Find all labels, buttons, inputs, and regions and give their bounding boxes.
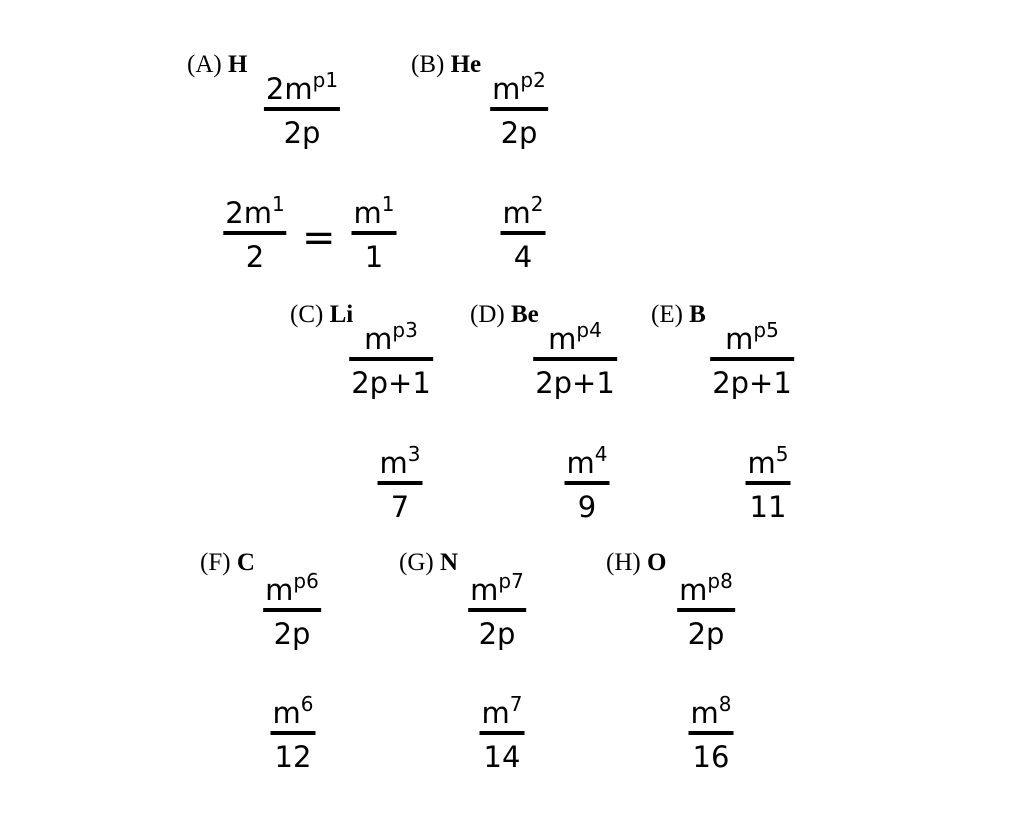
panel-f-general-fraction	[263, 569, 321, 652]
panel-b-label	[411, 52, 481, 77]
panel-h-tag: (H)	[606, 549, 641, 576]
fraction-bar	[349, 357, 433, 361]
panel-b-specific-fraction	[501, 192, 546, 275]
fraction-numerator: $m^{p2}$	[492, 68, 546, 106]
fraction-denominator: 2p	[478, 617, 516, 651]
fraction-numerator: $m^{p4}$	[548, 318, 602, 356]
panel-c-tag: (C)	[290, 301, 324, 328]
panel-c-element: Li	[329, 301, 354, 328]
fraction-denominator: 4	[513, 240, 533, 274]
panel-f-specific-fraction	[271, 692, 316, 775]
panel-e-general-fraction	[710, 318, 794, 401]
panel-g-element: N	[439, 549, 459, 576]
panel-d-element: Be	[510, 301, 539, 328]
fraction-bar	[480, 731, 525, 735]
fraction-denominator: 2p	[687, 617, 725, 651]
panel-d-specific-fraction	[565, 442, 610, 525]
fraction-bar	[533, 357, 617, 361]
panel-a-tag: (A)	[187, 51, 222, 78]
fraction-bar	[565, 481, 610, 485]
panel-h-element: O	[646, 549, 667, 576]
panel-f-label	[200, 550, 255, 575]
fraction-bar	[271, 731, 316, 735]
fraction-numerator: $m^1$	[353, 192, 395, 230]
fraction-bar	[710, 357, 794, 361]
panel-a-element: H	[227, 51, 248, 78]
fraction-denominator: 16	[692, 740, 730, 774]
fraction-bar	[501, 231, 546, 235]
fraction-numerator: $m^8$	[690, 692, 732, 730]
panel-f-tag: (F)	[200, 549, 231, 576]
fraction-numerator: $2m^{p1}$	[265, 68, 339, 106]
panel-d-general-fraction	[533, 318, 617, 401]
fraction-denominator: 2p	[283, 116, 321, 150]
fraction-numerator: $m^3$	[379, 442, 421, 480]
panel-g-specific-fraction	[480, 692, 525, 775]
panel-a-general-fraction	[264, 68, 340, 151]
fraction-bar	[746, 481, 791, 485]
panel-h-specific-fraction	[689, 692, 734, 775]
fraction-denominator: 2p+1	[351, 366, 431, 400]
fraction-numerator: $m^5$	[747, 442, 789, 480]
fraction-denominator: 11	[749, 490, 787, 524]
panel-d-label	[470, 302, 539, 327]
panel-b-element: He	[450, 51, 482, 78]
panel-e-element: B	[689, 301, 706, 328]
fraction-bar	[689, 731, 734, 735]
panel-a-simplified-fraction	[352, 192, 397, 275]
panel-e-specific-fraction	[746, 442, 791, 525]
panel-g-label	[399, 550, 458, 575]
fraction-bar	[468, 608, 526, 612]
panel-a-specific-fraction	[223, 192, 286, 275]
fraction-numerator: $m^{p3}$	[364, 318, 418, 356]
fraction-bar	[264, 107, 340, 111]
panel-e-label	[651, 302, 706, 327]
fraction-bar	[378, 481, 423, 485]
panel-f-element: C	[236, 549, 255, 576]
fraction-numerator: $m^6$	[272, 692, 314, 730]
fraction-numerator: $m^{p8}$	[679, 569, 733, 607]
fraction-numerator: $2m^1$	[225, 192, 285, 230]
panel-c-specific-fraction	[378, 442, 423, 525]
fraction-denominator: 12	[274, 740, 312, 774]
panel-b-general-fraction	[490, 68, 548, 151]
equals-sign: =	[302, 215, 336, 261]
fraction-denominator: 7	[390, 490, 410, 524]
panel-g-tag: (G)	[399, 549, 434, 576]
panel-b-tag: (B)	[411, 51, 445, 78]
fraction-denominator: 2p	[273, 617, 311, 651]
fraction-numerator: $m^{p5}$	[725, 318, 779, 356]
fraction-bar	[263, 608, 321, 612]
panel-a-label	[187, 52, 247, 77]
fraction-bar	[223, 231, 286, 235]
panel-h-label	[606, 550, 666, 575]
fraction-bar	[490, 107, 548, 111]
panel-g-general-fraction	[468, 569, 526, 652]
fraction-numerator: $m^{p7}$	[470, 569, 524, 607]
fraction-denominator: 2p+1	[535, 366, 615, 400]
fraction-denominator: 2	[245, 240, 265, 274]
panel-c-general-fraction	[349, 318, 433, 401]
panel-c-label	[290, 302, 353, 327]
panel-d-tag: (D)	[470, 301, 505, 328]
fraction-denominator: 2p+1	[712, 366, 792, 400]
fraction-denominator: 14	[483, 740, 521, 774]
fraction-numerator: $m^4$	[566, 442, 608, 480]
panel-e-tag: (E)	[651, 301, 683, 328]
fraction-denominator: 9	[577, 490, 597, 524]
panel-h-general-fraction	[677, 569, 735, 652]
fraction-bar	[677, 608, 735, 612]
fraction-bar	[352, 231, 397, 235]
fraction-numerator: $m^7$	[481, 692, 523, 730]
fraction-denominator: 1	[364, 240, 384, 274]
fraction-denominator: 2p	[500, 116, 538, 150]
fraction-numerator: $m^2$	[502, 192, 544, 230]
fraction-numerator: $m^{p6}$	[265, 569, 319, 607]
